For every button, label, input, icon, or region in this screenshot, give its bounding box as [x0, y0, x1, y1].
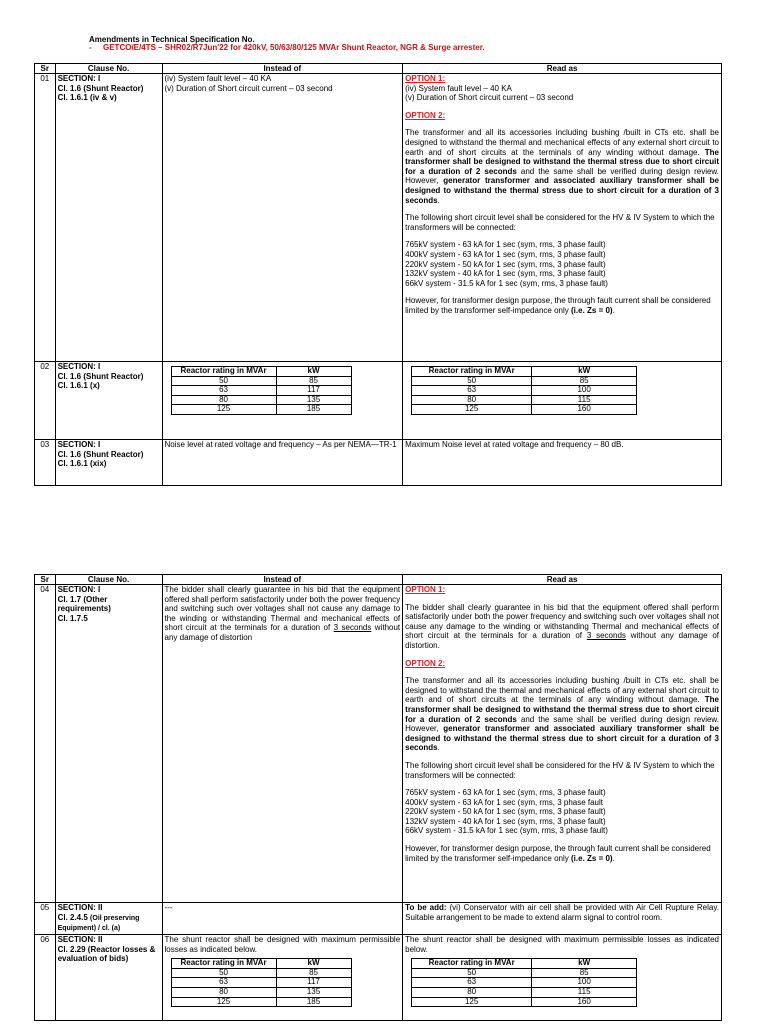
sc-level-item: 132kV system - 40 kA for 1 sec (sym, rms, 3 phase fault)	[405, 269, 606, 279]
instead-cell: The bidder shall clearly guarantee in his bid that the equipment offered shall perform satisfactorily under both the power frequency and switching such over voltages shall not cause any damage to the winding or withstanding Thermal and mechanical effects of short circuit at the terminals for a duration of 3 seconds without any damage of distortion	[162, 585, 403, 903]
option-2-label: OPTION 2:	[405, 658, 446, 668]
amendment-table-2	[34, 574, 722, 1021]
col-read-header: Read as	[403, 575, 722, 585]
losses-table-read: Reactor rating in MVAr kW 50 85 63 100 80 115 125 160	[411, 958, 637, 1007]
table-row-03	[35, 440, 722, 486]
specification-text: GETCO/E/4TS – SHR02/R7Jun'22 for 420kV, 50/63/80/125 MVAr Shunt Reactor, NGR & Surge arrester.	[103, 43, 485, 52]
table-row: 80 135	[171, 395, 351, 405]
instead-cell: Noise level at rated voltage and frequency – As per NEMA—TR-1	[162, 440, 403, 486]
sr-cell: 06	[35, 935, 56, 1021]
read-cell	[403, 585, 722, 903]
table-row-04	[35, 585, 722, 903]
table-row: 80 115	[412, 395, 637, 405]
document-title: Amendments in Technical Specification No.	[89, 35, 255, 44]
table-row-06	[35, 935, 722, 1021]
read-cell: The shunt reactor shall be designed with maximum permissible losses as indicated below. Reactor rating in MVAr kW 50 85 63 100 80 115 125 160	[403, 935, 722, 1021]
instead-cell	[162, 362, 403, 440]
col-clause-header: Clause No.	[55, 64, 162, 74]
table-row: 125 185	[171, 405, 351, 415]
sc-level-item: 220kV system - 50 kA for 1 sec (sym, rms, 3 phase fault)	[405, 807, 606, 817]
sc-level-item: 66kV system - 31.5 kA for 1 sec (sym, rms, 3 phase fault)	[405, 278, 608, 288]
read-cell	[403, 362, 722, 440]
sc-level-item: 765kV system - 63 kA for 1 sec (sym, rms, 3 phase fault)	[405, 240, 606, 250]
sc-level-item: 400kV system - 63 kA for 1 sec (sym, rms, 3 phase fault	[405, 797, 604, 807]
clause-sub: Cl. 1.6.1 (iv & v)	[57, 93, 117, 103]
instead-line: (iv) System fault level – 40 KA	[164, 74, 272, 83]
sr-cell: 02	[35, 362, 56, 440]
sr-cell: 01	[35, 74, 56, 362]
table-row: 63 117	[171, 978, 351, 988]
sc-level-intro: The following short circuit level shall be considered for the HV & IV System to which the transformers will be connected:	[405, 760, 715, 780]
col-clause-header: Clause No.	[55, 575, 162, 585]
sr-cell: 04	[35, 585, 56, 903]
col-instead-header: Instead of	[162, 575, 403, 585]
read-cell: Maximum Noise level at rated voltage and frequency – 80 dB.	[403, 440, 722, 486]
table-row: 125 185	[171, 997, 351, 1007]
col-read-header: Read as	[403, 64, 722, 74]
col-instead-header: Instead of	[162, 64, 403, 74]
losses-table-instead: Reactor rating in MVAr kW 50 85 63 117 80 135 125 185	[171, 366, 352, 415]
through-fault-note: However, for transformer design purpose, the through fault current shall be considered limited by the transformer self-impedance only (i.e. Zs = 0).	[405, 844, 711, 863]
specification-line	[89, 43, 485, 53]
table-header-row	[35, 575, 722, 585]
table-row: 125 160	[412, 997, 637, 1007]
sc-level-item: 132kV system - 40 kA for 1 sec (sym, rms, 3 phase fault)	[405, 816, 606, 826]
table-row-01	[35, 74, 722, 362]
instead-line: (v) Duration of Short circuit current – 03 second	[164, 83, 333, 93]
option-1-label: OPTION 1:	[405, 74, 446, 83]
instead-cell	[162, 74, 403, 362]
table-row: 125 160	[412, 405, 637, 415]
table-row-02	[35, 362, 722, 440]
col-sr-header: Sr	[35, 64, 56, 74]
clause-cell: SECTION: I Cl. 1.7 (Other requirements) Cl. 1.7.5	[55, 585, 162, 903]
table-row: 50 85	[171, 376, 351, 386]
table-row: 63 117	[171, 386, 351, 396]
clause-cell: SECTION: II Cl. 2.4.5 (Oil preserving Equipment) / cl. (a)	[55, 903, 162, 935]
option-1-label: OPTION 1:	[405, 585, 446, 594]
read-cell: To be add: (vi) Conservator with air cell shall be provided with Air Cell Rupture Relay. Suitable arrangement to be made to extend alarm signal to control room.	[403, 903, 722, 935]
table-row: 63 100	[412, 978, 637, 988]
col-sr-header: Sr	[35, 575, 56, 585]
clause-section: SECTION: I	[57, 74, 101, 83]
sc-level-item: 765kV system - 63 kA for 1 sec (sym, rms, 3 phase fault)	[405, 788, 606, 798]
sc-level-intro: The following short circuit level shall be considered for the HV & IV System to which the transformers will be connected:	[405, 213, 715, 232]
sc-level-item: 66kV system - 31.5 kA for 1 sec (sym, rms, 3 phase fault)	[405, 826, 608, 836]
instead-cell: The shunt reactor shall be designed with maximum permissible losses as indicated below. Reactor rating in MVAr kW 50 85 63 117 80 135 125 185	[162, 935, 403, 1021]
table-row: 80 115	[412, 987, 637, 997]
amendment-table-1	[34, 63, 722, 486]
table-row-05	[35, 903, 722, 935]
clause-cell: SECTION: I Cl. 1.6 (Shunt Reactor) Cl. 1.6.1 (x)	[55, 362, 162, 440]
sc-level-item: 220kV system - 50 kA for 1 sec (sym, rms, 3 phase fault)	[405, 259, 606, 269]
table-header-row	[35, 64, 722, 74]
clause-cell: SECTION: II Cl. 2.29 (Reactor losses & evaluation of bids)	[55, 935, 162, 1021]
sc-level-item: 400kV system - 63 kA for 1 sec (sym, rms, 3 phase fault)	[405, 249, 606, 259]
read-line: (v) Duration of Short circuit current – 03 second	[405, 93, 574, 103]
losses-table-instead: Reactor rating in MVAr kW 50 85 63 117 80 135 125 185	[171, 958, 352, 1007]
option-1-paragraph: The bidder shall clearly guarantee in his bid that the equipment offered shall perform satisfactorily under both the power frequency and switching such over voltages shall not cause any damage to the winding or withstanding Thermal and mechanical effects of short circuit at the terminals for a duration of 3 seconds without any damage of distortion.	[405, 602, 720, 650]
sr-cell: 05	[35, 903, 56, 935]
table-row: 50 85	[412, 968, 637, 978]
read-cell	[403, 74, 722, 362]
clause-cell	[55, 74, 162, 362]
clause-number: Cl. 1.6 (Shunt Reactor)	[57, 83, 144, 93]
losses-table-read: Reactor rating in MVAr kW 50 85 63 100 80 115 125 160	[411, 366, 637, 415]
through-fault-note: However, for transformer design purpose, the through fault current shall be considered limited by the transformer self-impedance only (i.e. Zs = 0).	[405, 296, 711, 315]
clause-cell: SECTION: I Cl. 1.6 (Shunt Reactor) Cl. 1.6.1 (xix)	[55, 440, 162, 486]
table-row: 63 100	[412, 386, 637, 396]
option-2-paragraph: The transformer and all its accessories including bushing /built in CTs etc. shall be designed to withstand the thermal and mechanical effects of any external short circuit to earth and of short circuits at the terminals of any winding without damage. The transformer shall be designed to withstand the thermal stress due to short circuit for a duration of 2 seconds and the same shall be verified during design review. However, generator transformer and associated auxiliary transformer shall be designed to withstand the thermal stress due to short circuit for a duration of 3 seconds.	[405, 676, 719, 753]
table-row: 50 85	[171, 968, 351, 978]
instead-cell: ---	[162, 903, 403, 935]
read-line: (iv) System fault level – 40 KA	[405, 83, 512, 93]
option-2-label: OPTION 2:	[405, 110, 446, 120]
table-row: 80 135	[171, 987, 351, 997]
option-2-paragraph: The transformer and all its accessories including bushing /built in CTs etc. shall be designed to withstand the thermal and mechanical effects of any external short circuit to earth and of short circuits at the terminals of any winding without damage. The transformer shall be designed to withstand the thermal stress due to short circuit for a duration of 2 seconds and the same shall be verified during design review. However, generator transformer and associated auxiliary transformer shall be designed to withstand the thermal stress due to short circuit for a duration of 3 seconds.	[405, 128, 719, 205]
sr-cell: 03	[35, 440, 56, 486]
table-row: 50 85	[412, 376, 637, 386]
bullet-dash: -	[89, 43, 92, 52]
